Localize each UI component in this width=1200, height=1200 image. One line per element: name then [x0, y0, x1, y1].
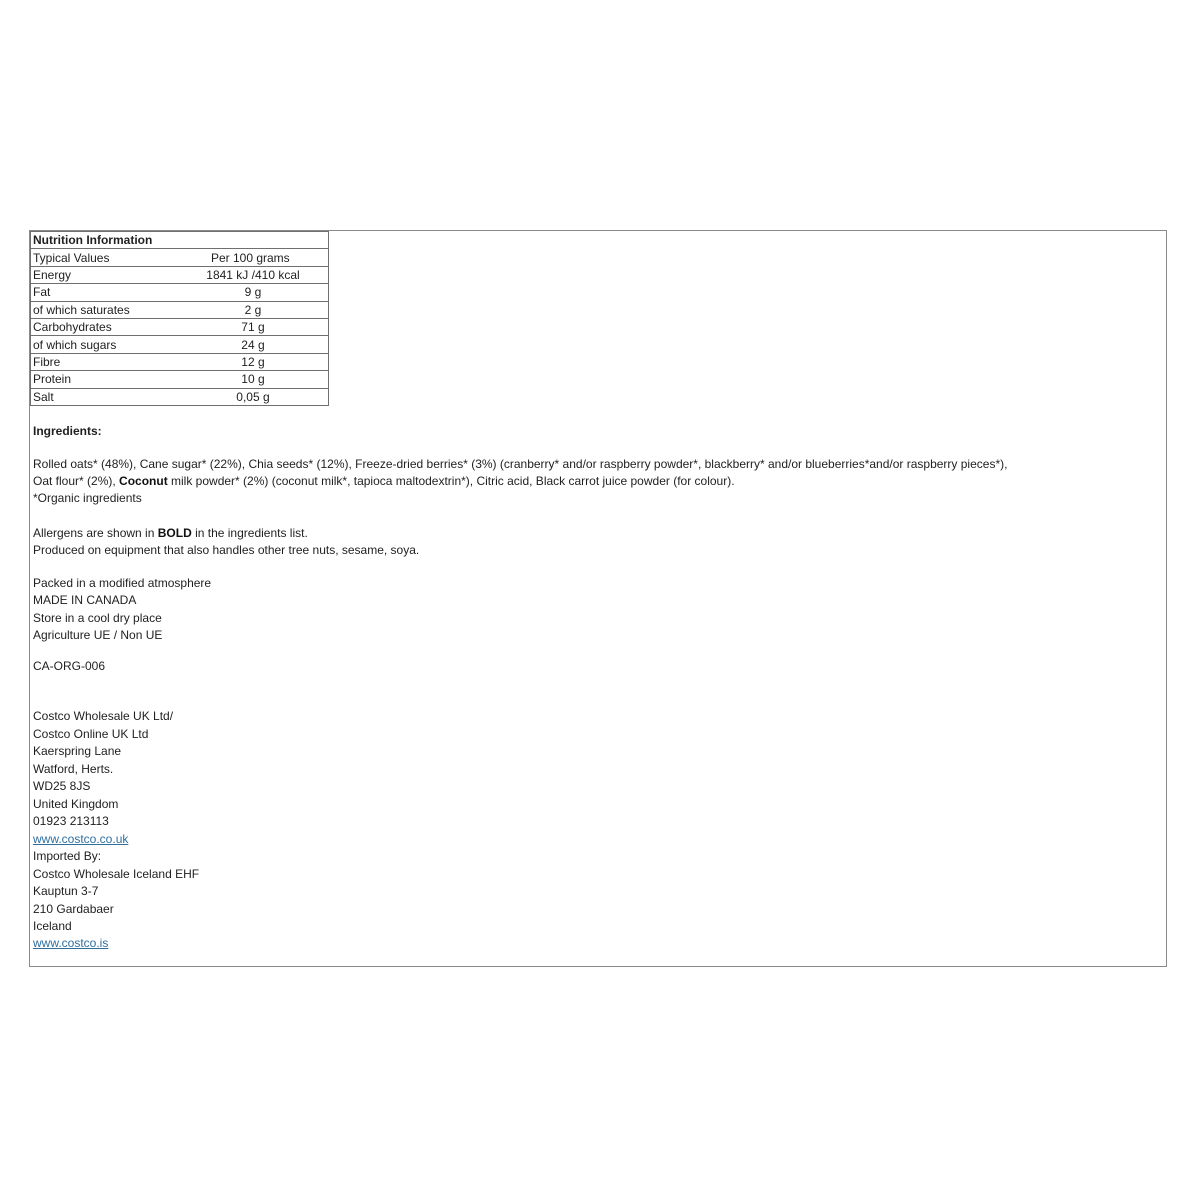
- importer-label: Imported By:: [33, 849, 102, 863]
- allergen-coconut: Coconut: [119, 474, 168, 488]
- nutrition-row-value: 71 g: [178, 318, 329, 335]
- distributor-line: Kaerspring Lane: [33, 744, 122, 758]
- nutrition-header-row: [31, 249, 329, 266]
- nutrition-row-value: 24 g: [178, 336, 329, 353]
- nutrition-title-row: [31, 232, 329, 249]
- ingredients-line: Rolled oats* (48%), Cane sugar* (22%), Chia seeds* (12%), Freeze-dried berries* (3%) (cranberry* and/or raspberry powder*, blackberry* and/or blueberries*and/or raspberry pieces*),: [33, 457, 1008, 471]
- distributor-website-link[interactable]: www.costco.co.uk: [33, 832, 129, 846]
- nutrition-row: [31, 353, 329, 370]
- product-label-sheet: [29, 230, 1167, 967]
- nutrition-row: [31, 284, 329, 301]
- nutrition-table: [30, 231, 329, 406]
- distributor-line: Watford, Herts.: [33, 762, 114, 776]
- nutrition-row-label: Carbohydrates: [31, 318, 178, 335]
- nutrition-row-label: Fibre: [31, 353, 178, 370]
- distributor-phone: 01923 213113: [33, 814, 109, 828]
- allergens-text: Allergens are shown in: [33, 526, 158, 540]
- nutrition-row: [31, 371, 329, 388]
- nutrition-row: [31, 301, 329, 318]
- nutrition-row-value: 0,05 g: [178, 388, 329, 405]
- ingredients-text: Oat flour* (2%),: [33, 474, 120, 488]
- distributor-line: Costco Online UK Ltd: [33, 727, 149, 741]
- importer-website-link[interactable]: www.costco.is: [33, 936, 109, 950]
- nutrition-row: [31, 318, 329, 335]
- nutrition-row-value: 10 g: [178, 371, 329, 388]
- nutrition-row-value: 9 g: [178, 284, 329, 301]
- nutrition-row-label: Protein: [31, 371, 178, 388]
- allergens-text: in the ingredients list.: [191, 526, 308, 540]
- origin-statement: MADE IN CANADA: [33, 593, 137, 607]
- importer-line: Iceland: [33, 919, 72, 933]
- nutrition-row-label: of which saturates: [31, 301, 178, 318]
- nutrition-header-value: Per 100 grams: [178, 249, 329, 266]
- nutrition-row-value: 12 g: [178, 353, 329, 370]
- nutrition-row-label: Energy: [31, 266, 178, 283]
- ingredients-heading: Ingredients:: [33, 424, 102, 438]
- equipment-statement: Produced on equipment that also handles other tree nuts, sesame, soya.: [33, 543, 420, 557]
- importer-line: Costco Wholesale Iceland EHF: [33, 867, 200, 881]
- nutrition-row-label: of which sugars: [31, 336, 178, 353]
- storage-statement: Store in a cool dry place: [33, 611, 162, 625]
- nutrition-header-label: Typical Values: [31, 249, 178, 266]
- nutrition-row-value: 1841 kJ /410 kcal: [178, 266, 329, 283]
- organic-note: *Organic ingredients: [33, 491, 142, 505]
- nutrition-title: Nutrition Information: [31, 232, 329, 249]
- nutrition-row: [31, 388, 329, 405]
- ingredients-text: milk powder* (2%) (coconut milk*, tapioca maltodextrin*), Citric acid, Black carrot juice powder (for colour).: [167, 474, 735, 488]
- nutrition-row: [31, 336, 329, 353]
- nutrition-row-label: Salt: [31, 388, 178, 405]
- importer-line: Kauptun 3-7: [33, 884, 99, 898]
- nutrition-row-value: 2 g: [178, 301, 329, 318]
- distributor-line: WD25 8JS: [33, 779, 91, 793]
- nutrition-row-label: Fat: [31, 284, 178, 301]
- distributor-line: United Kingdom: [33, 797, 119, 811]
- certification-code: CA-ORG-006: [33, 659, 106, 673]
- distributor-line: Costco Wholesale UK Ltd/: [33, 709, 174, 723]
- ingredients-line: [33, 473, 735, 490]
- nutrition-row: [31, 266, 329, 283]
- agriculture-statement: Agriculture UE / Non UE: [33, 628, 163, 642]
- packed-statement: Packed in a modified atmosphere: [33, 576, 212, 590]
- importer-line: 210 Gardabaer: [33, 902, 114, 916]
- allergens-bold-word: BOLD: [157, 526, 192, 540]
- allergens-statement: [33, 525, 308, 542]
